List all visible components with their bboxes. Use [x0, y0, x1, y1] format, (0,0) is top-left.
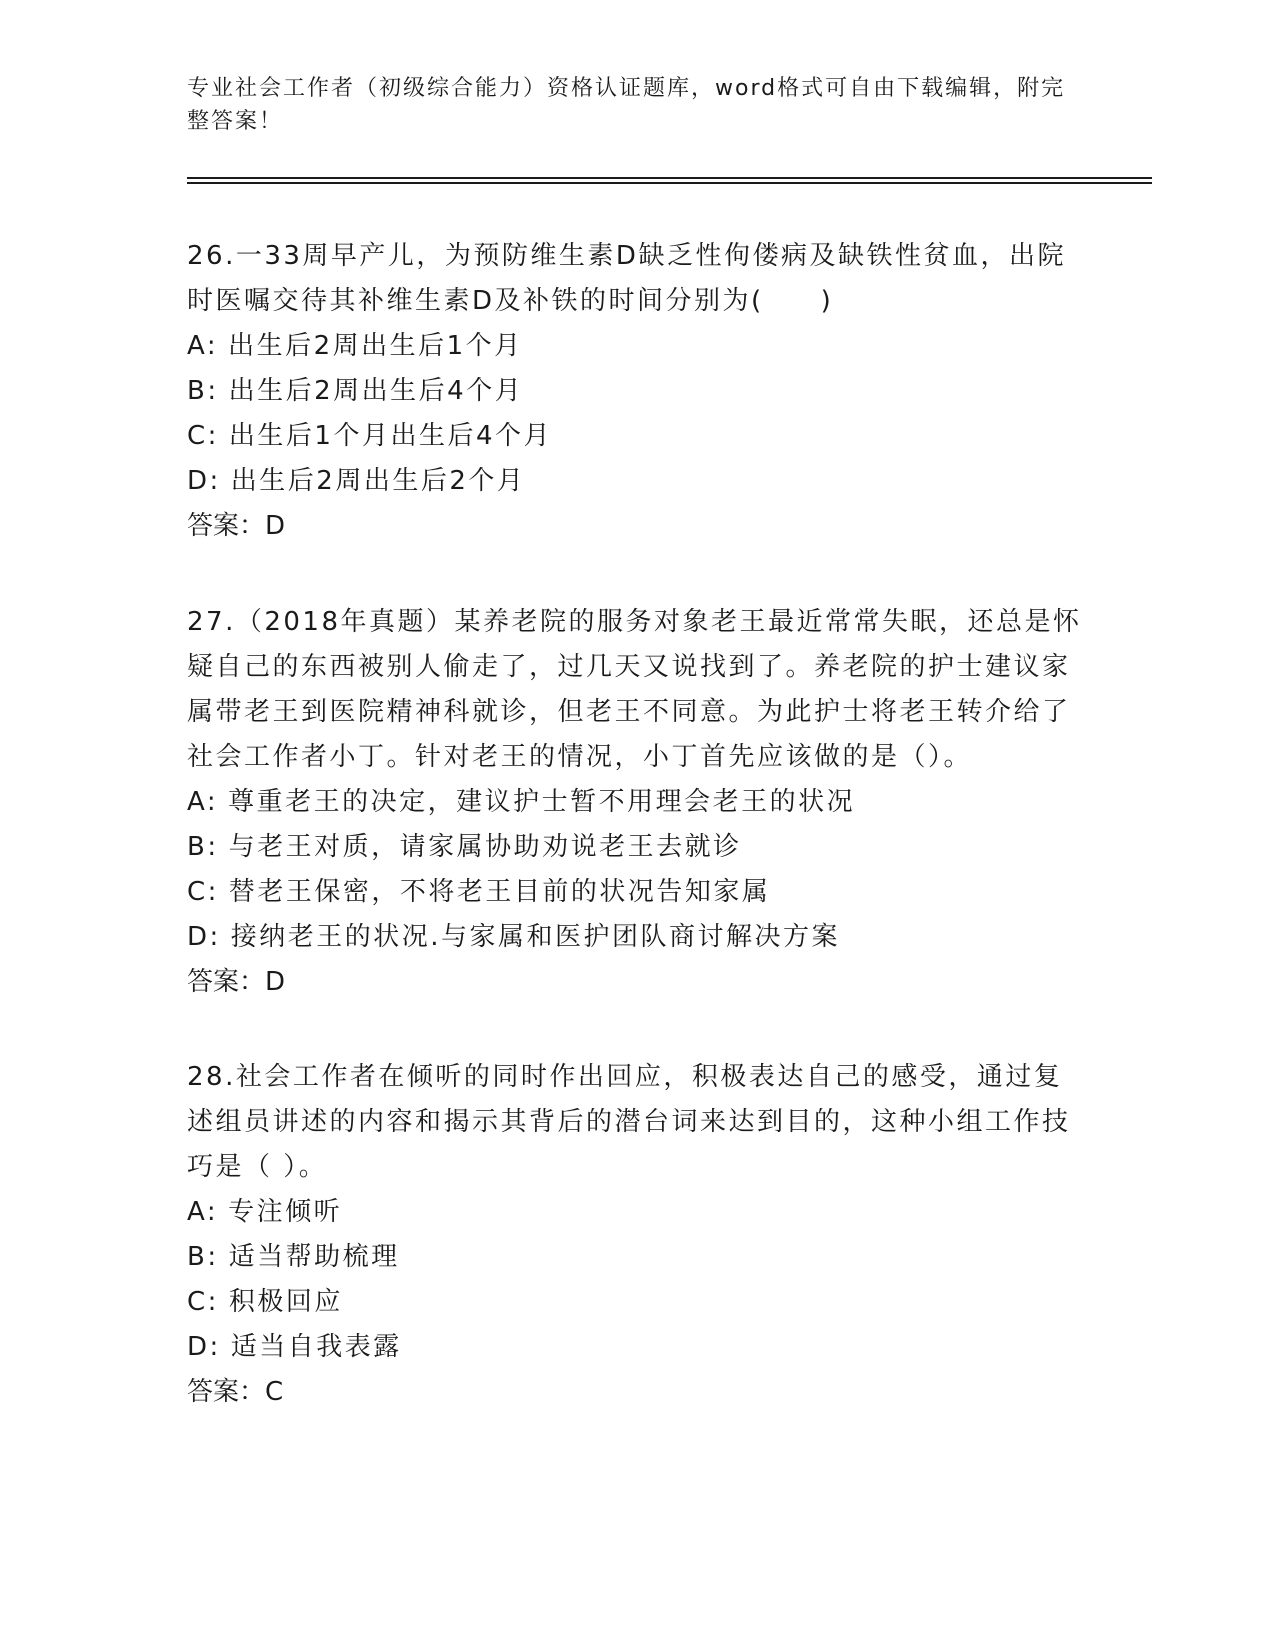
- option-letter: C:: [187, 877, 219, 907]
- option-text: 出生后2周出生后4个月: [228, 376, 524, 406]
- option-b: [187, 825, 1087, 870]
- answer-line: 答案：D: [187, 511, 286, 541]
- document-header: 专业社会工作者（初级综合能力）资格认证题库，word格式可自由下载编辑，附完整答案！: [187, 76, 1066, 134]
- option-text: 适当自我表露: [230, 1332, 402, 1362]
- option-a: [187, 1190, 1087, 1235]
- header-rule-bottom: [187, 182, 1152, 184]
- answer-line: 答案：C: [187, 1377, 284, 1407]
- question-stem: 26.一33周早产儿，为预防维生素D缺乏性佝偻病及缺铁性贫血，出院时医嘱交待其补维生素D及补铁的时间分别为( ): [187, 241, 1066, 316]
- option-b: [187, 1235, 1087, 1280]
- option-text: 接纳老王的状况.与家属和医护团队商讨解决方案: [230, 922, 841, 952]
- option-letter: C:: [187, 421, 219, 451]
- option-a: [187, 780, 1087, 825]
- option-text: 尊重老王的决定，建议护士暂不用理会老王的状况: [228, 787, 856, 817]
- option-text: 出生后1个月出生后4个月: [228, 421, 553, 451]
- option-d: [187, 1325, 1087, 1370]
- question-stem: 28.社会工作者在倾听的同时作出回应，积极表达自己的感受，通过复述组员讲述的内容和揭示其背后的潜台词来达到目的，这种小组工作技巧是（ ）。: [187, 1062, 1071, 1182]
- option-a: [187, 324, 1087, 369]
- option-text: 适当帮助梳理: [228, 1242, 400, 1272]
- option-b: [187, 369, 1087, 414]
- option-text: 出生后2周出生后1个月: [228, 331, 523, 361]
- option-text: 与老王对质，请家属协助劝说老王去就诊: [228, 832, 742, 862]
- question-27: [187, 600, 1087, 1005]
- option-letter: A:: [187, 787, 219, 817]
- question-28: [187, 1055, 1087, 1415]
- option-letter: D:: [187, 922, 221, 952]
- option-c: [187, 870, 1087, 915]
- option-text: 积极回应: [228, 1287, 343, 1317]
- option-letter: A:: [187, 1197, 219, 1227]
- option-text: 替老王保密，不将老王目前的状况告知家属: [228, 877, 771, 907]
- option-d: [187, 915, 1087, 960]
- option-letter: C:: [187, 1287, 219, 1317]
- option-letter: B:: [187, 376, 219, 406]
- option-text: 专注倾听: [228, 1197, 343, 1227]
- question-stem: 27.（2018年真题）某养老院的服务对象老王最近常常失眠，还总是怀疑自己的东西被别人偷走了，过几天又说找到了。养老院的护士建议家属带老王到医院精神科就诊，但老王不同意。为此护士将老王转介给了社会工作者小丁。针对老王的情况，小丁首先应该做的是（）。: [187, 607, 1082, 772]
- option-letter: B:: [187, 1242, 219, 1272]
- option-c: [187, 414, 1087, 459]
- answer-line: 答案：D: [187, 967, 286, 997]
- option-letter: D:: [187, 466, 221, 496]
- header-rule-top: [187, 177, 1152, 179]
- option-text: 出生后2周出生后2个月: [230, 466, 526, 496]
- option-letter: A:: [187, 331, 219, 361]
- option-d: [187, 459, 1087, 504]
- option-c: [187, 1280, 1087, 1325]
- question-26: [187, 234, 1087, 549]
- option-letter: D:: [187, 1332, 221, 1362]
- option-letter: B:: [187, 832, 219, 862]
